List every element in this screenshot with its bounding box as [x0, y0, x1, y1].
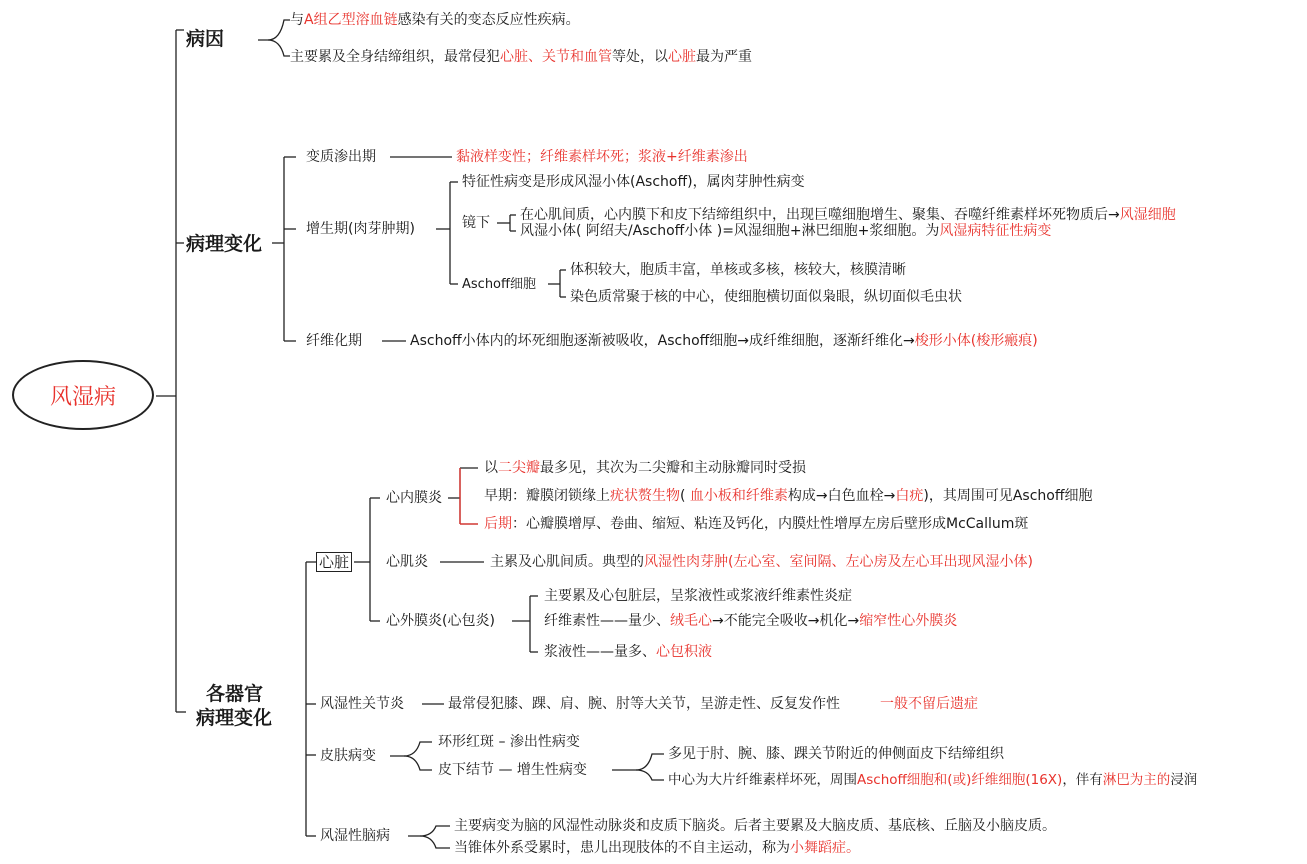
skin-nodule: 皮下结节 — 增生性病变: [438, 762, 587, 778]
myocarditis-label: 心肌炎: [386, 554, 428, 570]
stage-exudative-label: 变质渗出期: [306, 149, 376, 165]
brain-line-2: 当锥体外系受累时，患儿出现肢体的不自主运动，称为小舞蹈症。: [454, 840, 860, 856]
etiology-label: 病因: [186, 28, 225, 50]
root-label: 风湿病: [49, 384, 116, 410]
endocarditis-label: 心内膜炎: [386, 490, 442, 506]
stage-exudative-detail: 黏液样变性；纤维素样坏死；浆液+纤维素渗出: [456, 149, 748, 165]
pericarditis-line-2: 纤维素性——量少、绒毛心→不能完全吸收→机化→缩窄性心外膜炎: [544, 613, 958, 629]
brain-line-1: 主要病变为脑的风湿性动脉炎和皮质下脑炎。后者主要累及大脑皮质、基底核、丘脑及小脑皮质。: [454, 818, 1056, 834]
heart-label: 心脏: [316, 552, 352, 572]
stage-proliferative-feature: 特征性病变是形成风湿小体(Aschoff)，属肉芽肿性病变: [462, 174, 805, 190]
arthritis-text: 最常侵犯膝、踝、肩、腕、肘等大关节，呈游走性、反复发作性: [448, 696, 840, 712]
microscopy-line-1: 在心肌间质，心内膜下和皮下结缔组织中，出现巨噬细胞增生、聚集、吞噬纤维素样坏死物质后→风湿细胞: [520, 207, 1176, 223]
aschoff-cell-label: Aschoff细胞: [462, 277, 536, 292]
skin-label: 皮肤病变: [320, 748, 376, 764]
organs-label-line-2: 病理变化: [196, 707, 273, 729]
stage-proliferative-label: 增生期(肉芽肿期): [306, 221, 415, 237]
skin-erythema: 环形红斑 – 渗出性病变: [438, 734, 580, 750]
arthritis-note: 一般不留后遗症: [880, 696, 978, 712]
stage-fibrotic-label: 纤维化期: [306, 333, 362, 349]
nodule-line-1: 多见于肘、腕、膝、踝关节附近的伸侧面皮下结缔组织: [668, 746, 1004, 762]
microscopy-label: 镜下: [462, 215, 490, 231]
stage-fibrotic-detail: Aschoff小体内的坏死细胞逐渐被吸收，Aschoff细胞→成纤维细胞，逐渐纤维化→梭形小体(梭形瘢痕): [410, 333, 1038, 349]
myocarditis-text: 主累及心肌间质。典型的风湿性肉芽肿(左心室、室间隔、左心房及左心耳出现风湿小体): [490, 554, 1033, 570]
pericarditis-line-1: 主要累及心包脏层，呈浆液性或浆液纤维素性炎症: [544, 588, 852, 604]
nodule-line-2: 中心为大片纤维素样坏死，周围Aschoff细胞和(或)纤维细胞(16X)，伴有淋巴为主的浸润: [668, 772, 1198, 788]
pericarditis-label: 心外膜炎(心包炎): [386, 613, 495, 629]
pericarditis-line-3: 浆液性——量多、心包积液: [544, 644, 712, 660]
pathology-label: 病理变化: [186, 233, 263, 255]
aschoff-cell-line-1: 体积较大，胞质丰富，单核或多核，核较大，核膜清晰: [570, 262, 906, 278]
brain-label: 风湿性脑病: [320, 828, 390, 844]
organs-label-line-1: 各器官: [206, 683, 264, 705]
endocarditis-line-2: 早期：瓣膜闭锁缘上疣状赘生物( 血小板和纤维素构成→白色血栓→白疣)，其周围可见Aschoff细胞: [484, 488, 1093, 504]
root-node: [12, 360, 154, 430]
etiology-line-1: 与A组乙型溶血链感染有关的变态反应性疾病。: [290, 12, 580, 28]
endocarditis-line-1: 以二尖瓣最多见，其次为二尖瓣和主动脉瓣同时受损: [484, 460, 806, 476]
microscopy-line-2: 风湿小体( 阿绍夫/Aschoff小体 )=风湿细胞+淋巴细胞+浆细胞。为风湿病特征性病变: [520, 223, 1052, 239]
arthritis-label: 风湿性关节炎: [320, 696, 404, 712]
etiology-line-2: 主要累及全身结缔组织，最常侵犯心脏、关节和血管等处，以心脏最为严重: [290, 49, 752, 65]
aschoff-cell-line-2: 染色质常聚于核的中心，使细胞横切面似枭眼，纵切面似毛虫状: [570, 289, 962, 305]
endocarditis-line-3: 后期：心瓣膜增厚、卷曲、缩短、粘连及钙化，内膜灶性增厚左房后壁形成McCallum斑: [484, 516, 1029, 532]
